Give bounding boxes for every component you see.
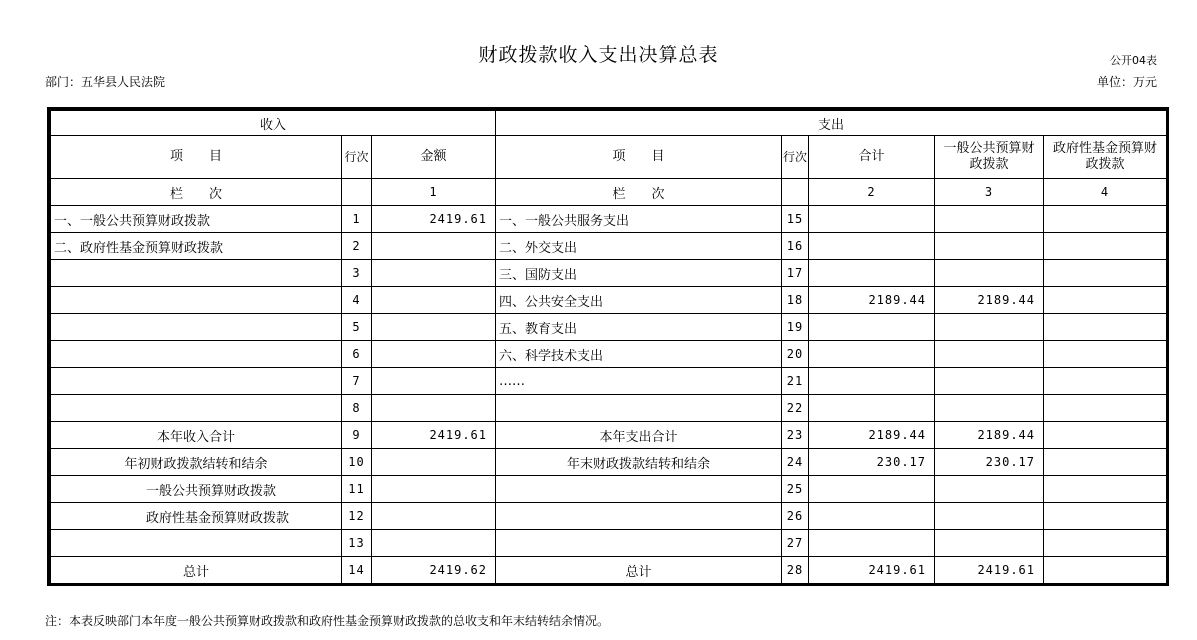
expense-total-cell: 2189.44 [809, 287, 935, 314]
table-row [51, 503, 1167, 530]
fund-budget-cell [1044, 341, 1167, 368]
general-budget-cell [935, 233, 1044, 260]
income-amount-cell: 2419.62 [372, 557, 496, 584]
table-code: 公开04表 [1110, 54, 1157, 67]
expense-total-cell: 230.17 [809, 449, 935, 476]
expense-item-cell: 总计 [496, 557, 782, 584]
expense-line-cell: 18 [782, 287, 809, 314]
expense-group-header: 支出 [496, 111, 1167, 136]
expense-item-cell: 三、国防支出 [496, 260, 782, 287]
table-row [51, 476, 1167, 503]
income-line-cell: 7 [342, 368, 372, 395]
expense-total-cell [809, 368, 935, 395]
expense-colnum-general: 3 [935, 179, 1044, 206]
income-item-cell: 一般公共预算财政拨款 [51, 476, 342, 503]
expense-item-cell: …… [496, 368, 782, 395]
income-line-cell: 10 [342, 449, 372, 476]
general-budget-cell: 2189.44 [935, 287, 1044, 314]
income-item-cell [51, 287, 342, 314]
expense-item-cell [496, 530, 782, 557]
income-line-cell: 6 [342, 341, 372, 368]
table-row [51, 422, 1167, 449]
income-item-cell: 一、一般公共预算财政拨款 [51, 206, 342, 233]
income-line-cell: 12 [342, 503, 372, 530]
fund-budget-header: 政府性基金预算财政拨款 [1044, 136, 1167, 179]
fund-budget-cell [1044, 395, 1167, 422]
income-amount-cell [372, 233, 496, 260]
fund-budget-cell [1044, 368, 1167, 395]
fund-budget-cell [1044, 557, 1167, 584]
general-budget-header: 一般公共预算财政拨款 [935, 136, 1044, 179]
fund-budget-cell [1044, 206, 1167, 233]
income-line-cell: 13 [342, 530, 372, 557]
income-item-cell [51, 260, 342, 287]
fund-budget-cell [1044, 503, 1167, 530]
fund-budget-cell [1044, 314, 1167, 341]
income-amount-cell [372, 287, 496, 314]
report-title: 财政拨款收入支出决算总表 [478, 44, 719, 66]
expense-line-cell: 15 [782, 206, 809, 233]
expense-item-cell: 本年支出合计 [496, 422, 782, 449]
expense-line-cell: 22 [782, 395, 809, 422]
income-item-cell: 二、政府性基金预算财政拨款 [51, 233, 342, 260]
table-row [51, 287, 1167, 314]
expense-line-header: 行次 [782, 136, 809, 179]
income-colnum-label: 栏 次 [51, 179, 342, 206]
income-item-cell [51, 341, 342, 368]
footnote: 注：本表反映部门本年度一般公共预算财政拨款和政府性基金预算财政拨款的总收支和年末结转结余情况。 [45, 614, 610, 628]
income-line-cell: 8 [342, 395, 372, 422]
income-colnum-line [342, 179, 372, 206]
expense-colnum-line [782, 179, 809, 206]
expense-item-cell: 六、科学技术支出 [496, 341, 782, 368]
expense-item-cell: 年末财政拨款结转和结余 [496, 449, 782, 476]
expense-line-cell: 21 [782, 368, 809, 395]
expense-colnum-total: 2 [809, 179, 935, 206]
expense-total-cell [809, 341, 935, 368]
table-row [51, 233, 1167, 260]
fund-budget-cell [1044, 530, 1167, 557]
expense-total-header: 合计 [809, 136, 935, 179]
expense-line-cell: 23 [782, 422, 809, 449]
income-amount-cell [372, 341, 496, 368]
income-amount-cell [372, 368, 496, 395]
income-line-cell: 9 [342, 422, 372, 449]
income-line-cell: 11 [342, 476, 372, 503]
general-budget-cell: 2419.61 [935, 557, 1044, 584]
budget-table [50, 110, 1167, 584]
income-line-cell: 1 [342, 206, 372, 233]
expense-line-cell: 19 [782, 314, 809, 341]
expense-line-cell: 26 [782, 503, 809, 530]
income-group-header: 收入 [51, 111, 496, 136]
expense-line-cell: 16 [782, 233, 809, 260]
income-amount-cell: 2419.61 [372, 422, 496, 449]
fund-budget-cell [1044, 449, 1167, 476]
income-item-cell [51, 368, 342, 395]
income-line-header: 行次 [342, 136, 372, 179]
general-budget-cell [935, 368, 1044, 395]
general-budget-cell [935, 260, 1044, 287]
income-amount-cell [372, 314, 496, 341]
fund-budget-cell [1044, 260, 1167, 287]
general-budget-cell [935, 530, 1044, 557]
table-row [51, 557, 1167, 584]
expense-total-cell [809, 476, 935, 503]
income-line-cell: 14 [342, 557, 372, 584]
general-budget-cell [935, 395, 1044, 422]
general-budget-cell [935, 503, 1044, 530]
expense-line-cell: 28 [782, 557, 809, 584]
income-amount-cell [372, 395, 496, 422]
expense-colnum-fund: 4 [1044, 179, 1167, 206]
general-budget-cell [935, 206, 1044, 233]
expense-item-header: 项 目 [496, 136, 782, 179]
income-line-cell: 5 [342, 314, 372, 341]
expense-total-cell: 2419.61 [809, 557, 935, 584]
table-row [51, 368, 1167, 395]
income-line-cell: 2 [342, 233, 372, 260]
table-row [51, 260, 1167, 287]
expense-item-cell [496, 503, 782, 530]
expense-total-cell [809, 395, 935, 422]
income-item-cell [51, 530, 342, 557]
expense-line-cell: 27 [782, 530, 809, 557]
expense-total-cell [809, 233, 935, 260]
expense-total-cell [809, 260, 935, 287]
expense-colnum-label: 栏 次 [496, 179, 782, 206]
table-row [51, 314, 1167, 341]
expense-total-cell [809, 503, 935, 530]
general-budget-cell [935, 341, 1044, 368]
table-row [51, 530, 1167, 557]
expense-total-cell [809, 206, 935, 233]
expense-total-cell: 2189.44 [809, 422, 935, 449]
table-row [51, 449, 1167, 476]
expense-line-cell: 17 [782, 260, 809, 287]
income-line-cell: 3 [342, 260, 372, 287]
general-budget-cell: 2189.44 [935, 422, 1044, 449]
expense-item-cell: 一、一般公共服务支出 [496, 206, 782, 233]
table-row [51, 341, 1167, 368]
income-item-cell: 年初财政拨款结转和结余 [51, 449, 342, 476]
department-label: 部门：五华县人民法院 [45, 75, 166, 89]
fund-budget-cell [1044, 422, 1167, 449]
income-amount-header: 金额 [372, 136, 496, 179]
income-item-cell: 政府性基金预算财政拨款 [51, 503, 342, 530]
general-budget-cell [935, 476, 1044, 503]
expense-total-cell [809, 530, 935, 557]
unit-label: 单位：万元 [1096, 75, 1157, 89]
income-item-cell [51, 395, 342, 422]
fund-budget-cell [1044, 476, 1167, 503]
fund-budget-cell [1044, 233, 1167, 260]
expense-item-cell [496, 476, 782, 503]
expense-line-cell: 24 [782, 449, 809, 476]
expense-item-cell [496, 395, 782, 422]
income-item-cell: 本年收入合计 [51, 422, 342, 449]
income-line-cell: 4 [342, 287, 372, 314]
expense-item-cell: 四、公共安全支出 [496, 287, 782, 314]
expense-line-cell: 25 [782, 476, 809, 503]
table-row [51, 395, 1167, 422]
general-budget-cell [935, 314, 1044, 341]
income-amount-cell [372, 476, 496, 503]
expense-line-cell: 20 [782, 341, 809, 368]
expense-total-cell [809, 314, 935, 341]
income-colnum-amount: 1 [372, 179, 496, 206]
income-amount-cell [372, 260, 496, 287]
income-amount-cell [372, 530, 496, 557]
income-item-cell: 总计 [51, 557, 342, 584]
expense-item-cell: 二、外交支出 [496, 233, 782, 260]
table-row [51, 206, 1167, 233]
fund-budget-cell [1044, 287, 1167, 314]
income-amount-cell [372, 503, 496, 530]
income-amount-cell [372, 449, 496, 476]
general-budget-cell: 230.17 [935, 449, 1044, 476]
income-item-cell [51, 314, 342, 341]
income-item-header: 项 目 [51, 136, 342, 179]
expense-item-cell: 五、教育支出 [496, 314, 782, 341]
income-amount-cell: 2419.61 [372, 206, 496, 233]
